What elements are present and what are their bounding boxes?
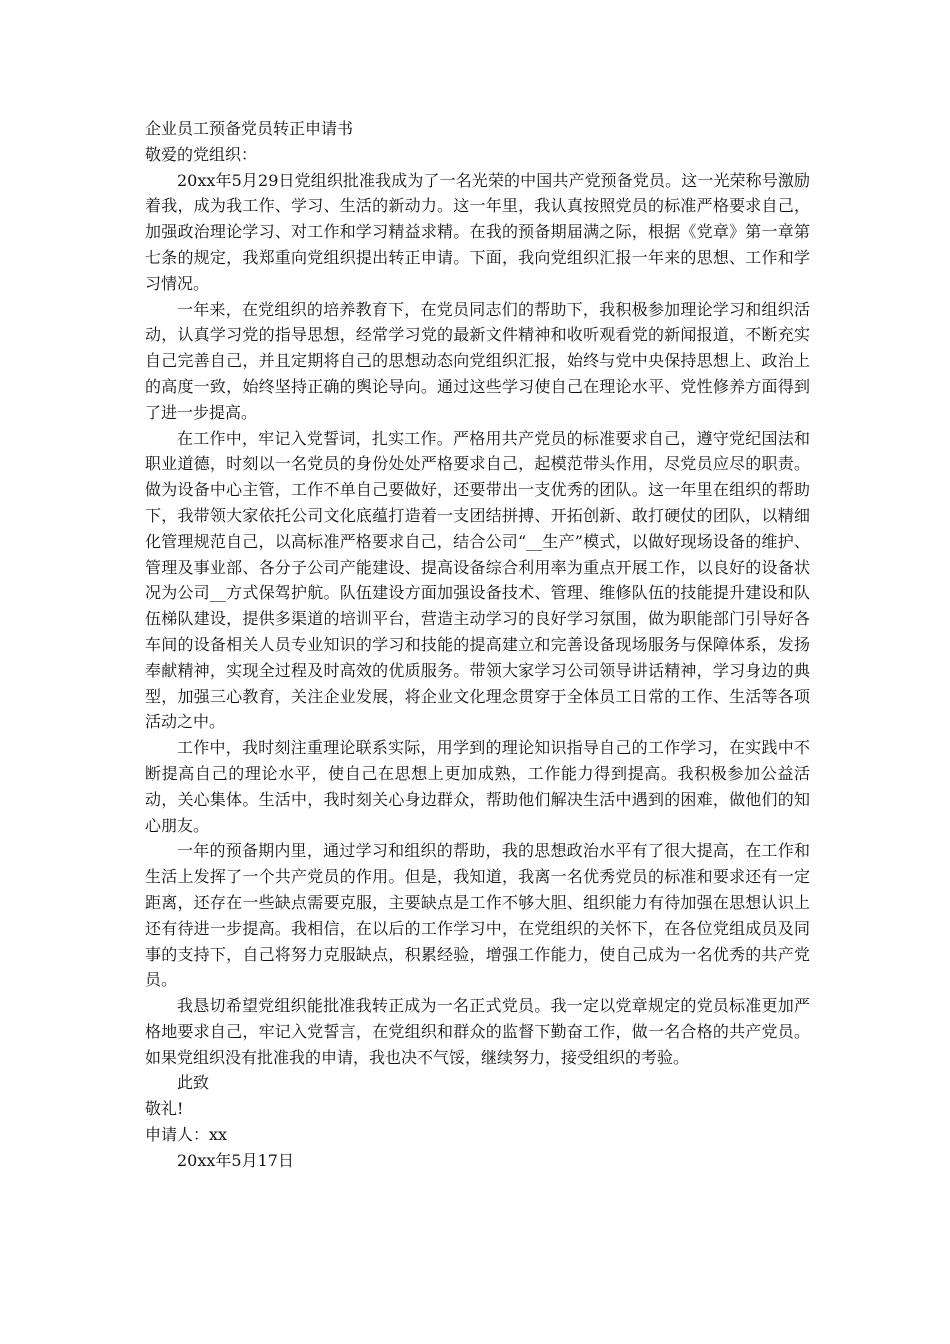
paragraph-3: 在工作中，牢记入党誓词，扎实工作。严格用共产党员的标准要求自己，遵守党纪国法和职业道德，时刻以一名党员的身份处处严格要求自己，起模范带头作用，尽党员应尽的职责。做为设备中心主管，工作不单自己要做好，还要带出一支优秀的团队。这一年里在组织的帮助下，我带领大家依托公司文化底蕴打造着一支团结拼搏、开拓创新、敢打硬仗的团队，以精细化管理规范自己，以高标准严格要求自己，结合公司“__生产”模式，以做好现场设备的维护、管理及事业部、各分子公司产能建设、提高设备综合利用率为重点开展工作，以良好的设备状况为公司__方式保驾护航。队伍建设方面加强设备技术、管理、维修队伍的技能提升建设和队伍梯队建设，提供多渠道的培训平台，营造主动学习的良好学习氛围，做为职能部门引导好各车间的设备相关人员专业知识的学习和技能的提高建立和完善设备现场服务与保障体系，发扬奉献精神，实现全过程及时高效的优质服务。带领大家学习公司领导讲话精神，学习身边的典型，加强三心教育，关注企业发展，将企业文化理念贯穿于全体员工日常的工作、生活等各项活动之中。 (145, 428, 810, 732)
paragraph-1: 20xx年5月29日党组织批准我成为了一名光荣的中国共产党预备党员。这一光荣称号激励着我，成为我工作、学习、生活的新动力。这一年里，我认真按照党员的标准严格要求自己，加强政治理论学习、对工作和学习精益求精。在我的预备期届满之际，根据《党章》第一章第七条的规定，我郑重向党组织提出转正申请。下面，我向党组织汇报一年来的思想、工作和学习情况。 (145, 170, 810, 293)
document-page (145, 116, 810, 1174)
salutation: 敬爱的党组织： (145, 144, 258, 164)
paragraph-6: 我恳切希望党组织能批准我转正成为一名正式党员。我一定以党章规定的党员标准更加严格地要求自己，牢记入党誓言，在党组织和群众的监督下勤奋工作，做一名合格的共产党员。如果党组织没有批准我的申请，我也决不气馁，继续努力，接受组织的考验。 (145, 996, 810, 1067)
paragraph-5: 一年的预备期内里，通过学习和组织的帮助，我的思想政治水平有了很大提高，在工作和生活上发挥了一个共产党员的作用。但是，我知道，我离一名优秀党员的标准和要求还有一定距离，还存在一些缺点需要克服，主要缺点是工作不够大胆、组织能力有待加强在思想认识上还有待进一步提高。我相信，在以后的工作学习中，在党组织的关怀下，在各位党组成员及同事的支持下，自己将努力克服缺点，积累经验，增强工作能力，使自己成为一名优秀的共产党员。 (145, 841, 810, 990)
applicant-line: 申请人：xx (145, 1125, 228, 1145)
document-title: 企业员工预备党员转正申请书 (145, 119, 354, 138)
paragraph-4: 工作中，我时刻注重理论联系实际，用学到的理论知识指导自己的工作学习，在实践中不断提高自己的理论水平，使自己在思想上更加成熟，工作能力得到提高。我积极参加公益活动，关心集体。生活中，我时刻关心身边群众，帮助他们解决生活中遇到的困难，做他们的知心朋友。 (145, 738, 810, 835)
paragraph-2: 一年来，在党组织的培养教育下，在党员同志们的帮助下，我积极参加理论学习和组织活动，认真学习党的指导思想，经常学习党的最新文件精神和收听观看党的新闻报道，不断充实自己完善自己，并且定期将自己的思想动态向党组织汇报，始终与党中央保持思想上、政治上的高度一致，始终坚持正确的舆论导向。通过这些学习使自己在理论水平、党性修养方面得到了进一步提高。 (145, 299, 810, 422)
regards-line: 敬礼! (145, 1099, 184, 1119)
closing-line: 此致 (177, 1073, 210, 1093)
date-line: 20xx年5月17日 (177, 1150, 294, 1170)
